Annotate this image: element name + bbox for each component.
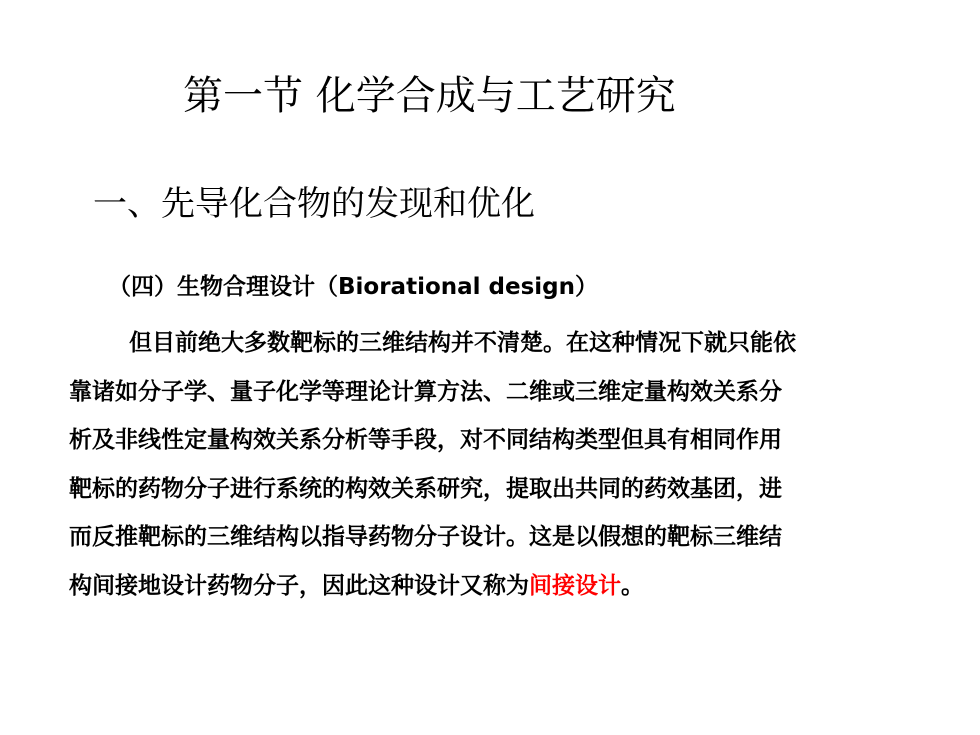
- body-line: 但目前绝大多数靶标的三维结构并不清楚。在这种情况下就只能依: [129, 330, 796, 356]
- body-line-suffix: 。: [621, 572, 644, 599]
- body-paragraph: [69, 319, 949, 610]
- body-line-last: [69, 562, 949, 611]
- body-line: 靠诸如分子学、量子化学等理论计算方法、二维或三维定量构效关系分: [69, 378, 782, 405]
- body-line-prefix: 构间接地设计药物分子，因此这种设计又称为: [69, 572, 529, 599]
- sub-heading: （四）生物合理设计（Biorational design）: [108, 274, 599, 300]
- body-line: 而反推靶标的三维结构以指导药物分子设计。这是以假想的靶标三维结: [69, 524, 782, 550]
- slide-title: 第一节 化学合成与工艺研究: [183, 73, 676, 119]
- highlight-term: 间接设计: [529, 572, 621, 599]
- section-heading: 一、先导化合物的发现和优化: [93, 184, 535, 224]
- body-line: 析及非线性定量构效关系分析等手段，对不同结构类型但具有相同作用: [69, 427, 782, 453]
- body-line: 靶标的药物分子进行系统的构效关系研究，提取出共同的药效基团，进: [69, 475, 782, 502]
